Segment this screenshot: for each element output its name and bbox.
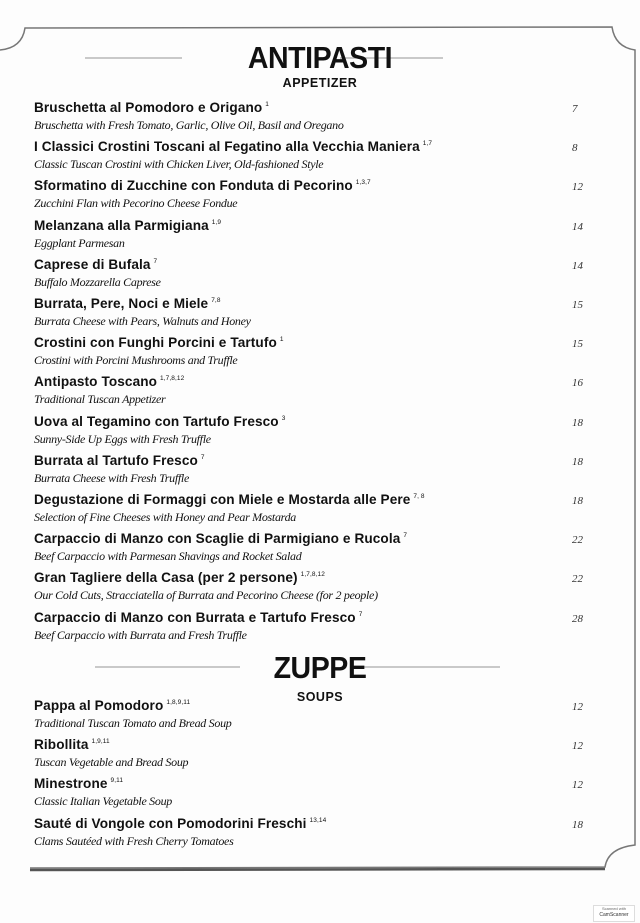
allergen-codes: 1,7,8,12 [160,375,185,383]
menu-item [34,296,594,334]
item-name-text: I Classici Crostini Toscani al Fegatino alla Vecchia Maniera [34,139,420,155]
menu-item [34,178,594,216]
item-description: Beef Carpaccio with Burrata and Fresh Truffle [34,627,247,642]
item-name-text: Sformatino di Zucchine con Fonduta di Pecorino [34,178,353,194]
item-name-text: Caprese di Bufala [34,256,151,272]
item-price: 12 [572,181,583,194]
menu-item [34,374,594,412]
item-name-text: Crostini con Funghi Porcini e Tartufo [34,335,277,351]
item-name-text: Carpaccio di Manzo con Scaglie di Parmigiano e Rucola [34,531,401,547]
item-price: 18 [572,495,583,507]
item-price: 22 [572,534,583,547]
item-description: Classic Italian Vegetable Soup [34,794,172,809]
menu-item [34,698,594,736]
item-price: 18 [572,416,583,429]
item-price: 8 [572,142,578,155]
menu-item [34,570,594,608]
item-name [34,100,269,115]
item-description: Eggplant Parmesan [34,235,125,250]
allergen-codes: 1,7,8,12 [300,571,325,579]
menu-item [34,257,594,295]
item-name [34,374,184,389]
item-price: 18 [572,455,583,468]
allergen-codes: 7 [358,610,363,618]
menu-item [34,414,594,452]
item-description: Traditional Tuscan Tomato and Bread Soup [34,716,232,730]
item-name [34,335,284,350]
item-name [34,414,285,429]
item-name [34,816,326,831]
allergen-codes: 1 [279,336,284,344]
item-name [34,776,123,791]
allergen-codes: 7 [403,532,408,540]
allergen-codes: 7 [153,257,158,265]
item-name-text: Minestrone [34,776,108,792]
menu-item [34,531,594,569]
item-description: Our Cold Cuts, Stracciatella of Burrata and Pecorino Cheese (for 2 people) [34,588,378,603]
item-name-text: Pappa al Pomodoro [34,698,164,713]
item-price: 28 [572,612,583,625]
item-name [34,531,407,546]
item-name [34,570,325,585]
item-description: Crostini with Porcini Mushrooms and Truffle [34,353,238,368]
menu-item [34,737,594,775]
allergen-codes: 1,3,7 [355,179,371,187]
menu-item [34,139,594,177]
section-title-antipasti: ANTIPASTI [247,40,393,75]
menu-item [34,492,594,530]
allergen-codes: 13,14 [309,816,327,824]
allergen-codes: 1,8,9,11 [166,699,191,706]
item-description: Burrata Cheese with Pears, Walnuts and Honey [34,314,251,328]
item-name [34,698,190,713]
item-name-text: Burrata, Pere, Noci e Miele [34,296,209,311]
item-price: 15 [572,338,583,351]
item-description: Bruschetta with Fresh Tomato, Garlic, Olive Oil, Basil and Oregano [34,118,344,132]
item-name [34,610,362,625]
item-description: Traditional Tuscan Appetizer [34,392,166,407]
menu-item [34,610,594,648]
item-name [34,296,221,311]
item-price: 12 [572,701,583,713]
menu-item [34,218,594,256]
menu-item [34,816,594,854]
item-description: Tuscan Vegetable and Bread Soup [34,755,189,770]
allergen-codes: 1,7 [422,140,433,148]
item-name-text: Melanzana alla Parmigiana [34,217,209,233]
item-name [34,178,371,193]
item-name-text: Burrata al Tartufo Fresco [34,452,198,468]
allergen-codes: 9,11 [110,777,124,785]
allergen-codes: 7,8 [211,297,221,304]
item-description: Selection of Fine Cheeses with Honey and Pear Mostarda [34,510,296,524]
item-price: 14 [572,220,583,233]
item-name [34,737,110,752]
item-name-text: Bruschetta al Pomodoro e Origano [34,100,263,115]
item-price: 22 [572,573,583,586]
item-name [34,218,221,233]
item-description: Buffalo Mozzarella Caprese [34,274,161,289]
allergen-codes: 7 [200,453,205,461]
item-name-text: Uova al Tegamino con Tartufo Fresco [34,413,279,429]
item-description: Beef Carpaccio with Parmesan Shavings and Rocket Salad [34,549,302,564]
item-name [34,453,205,468]
item-name [34,257,157,272]
item-name-text: Antipasto Toscano [34,374,158,390]
section-subtitle-soups: SOUPS [296,690,344,704]
item-name-text: Gran Tagliere della Casa (per 2 persone) [34,570,298,586]
item-price: 15 [572,299,583,311]
item-price: 14 [572,259,583,272]
item-name-text: Carpaccio di Manzo con Burrata e Tartufo Fresco [34,609,356,625]
allergen-codes: 7, 8 [413,493,425,500]
allergen-codes: 1,9,11 [91,738,110,746]
menu-item [34,100,594,138]
item-name [34,492,425,507]
item-description: Sunny-Side Up Eggs with Fresh Truffle [34,431,211,446]
allergen-codes: 1,9 [211,218,222,226]
item-name [34,139,432,154]
section-title-zuppe: ZUPPE [273,650,367,685]
menu-item [34,776,594,814]
camscanner-watermark [593,905,635,922]
item-description: Classic Tuscan Crostini with Chicken Liver, Old-fashioned Style [34,157,324,172]
item-price: 12 [572,779,583,792]
item-price: 12 [572,740,583,753]
allergen-codes: 1 [265,101,270,108]
menu-item [34,335,594,373]
item-price: 7 [572,103,578,115]
item-description: Clams Sautéed with Fresh Cherry Tomatoes [34,833,234,848]
watermark-line1: Scanned with [601,906,626,911]
watermark-line2: CamScanner [599,912,629,918]
item-description: Zucchini Flan with Pecorino Cheese Fondue [34,196,238,211]
item-description: Burrata Cheese with Fresh Truffle [34,470,189,485]
item-name-text: Degustazione di Formaggi con Miele e Mostarda alle Pere [34,492,411,507]
menu-item [34,453,594,491]
item-name-text: Ribollita [34,737,89,753]
allergen-codes: 3 [281,414,286,422]
item-price: 16 [572,377,583,390]
item-name-text: Sauté di Vongole con Pomodorini Freschi [34,815,307,831]
section-subtitle-appetizer: APPETIZER [282,76,358,90]
item-price: 18 [572,818,583,831]
